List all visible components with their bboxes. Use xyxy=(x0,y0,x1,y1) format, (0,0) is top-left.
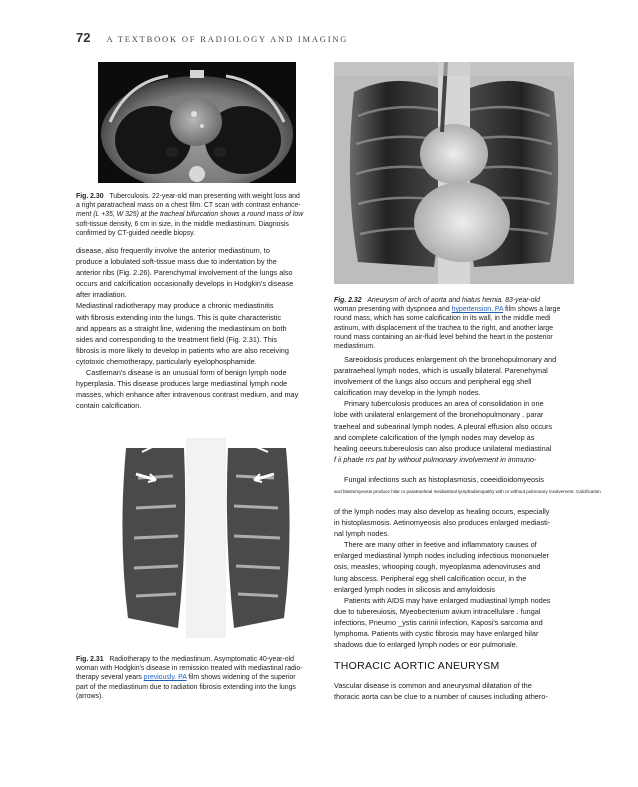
tiny-line xyxy=(334,488,601,496)
text-line: osis, measles, whooping cough, myeoplasma adenoviruses and xyxy=(334,562,541,572)
running-header xyxy=(76,30,348,45)
text-line: There are many other in feetive and inflammatory causes of xyxy=(344,540,537,550)
text-line: involvement of the lungs also occurs and peripheral egg shell xyxy=(334,377,532,387)
text-line: Vascular disease is common and aneurysmal dilatation of the xyxy=(334,681,532,690)
right-body-text-c xyxy=(334,680,576,702)
text-line: nal lymph nodes. xyxy=(334,529,390,539)
text-line: sides and corresponding to the treatment field (Fig. 2.31). This xyxy=(76,334,278,344)
left-body-text xyxy=(76,245,328,411)
text-line: lymphoma. Patients with cystic fibrosis may have enlarged hilar xyxy=(334,629,539,639)
caption-link[interactable]: previously. PA xyxy=(143,674,187,682)
text-line: after irradiation. xyxy=(76,290,127,300)
caption-line: film shows a large xyxy=(505,306,561,314)
chest-xray-image xyxy=(334,62,574,284)
figure-label: Fig. 2.32 xyxy=(334,297,362,304)
text-line: paratraeheal lymph nodes, which is usually bilateral. Parenehymal xyxy=(334,366,548,376)
text-line: contain calcification. xyxy=(76,401,142,411)
page-number: 72 xyxy=(76,30,91,45)
figure-2-32-caption xyxy=(334,296,576,351)
caption-line: Radiotherapy to the mediastinum. Asymptomatic 40-year-old xyxy=(109,656,294,663)
text-line: cytotoxic chemotherapy, particularly eyelophosphamide. xyxy=(76,356,257,366)
figure-2-30-caption xyxy=(76,192,324,238)
text-line: of the lymph nodes may also develop as healing occurs, especially xyxy=(334,507,550,516)
text-line: shadows due to enlarged lymph nodes or eor pulmonale. xyxy=(334,640,518,650)
text-line: with fibrosis extending into the lungs. This is quite characteristic xyxy=(76,312,282,322)
text-line: f ii phade rrs pat by without pulmonary involvement in immuno- xyxy=(334,454,537,464)
caption-line: soft-tissue density, 6 cm in size, in the middle mediastinum. Diagnosis xyxy=(76,220,289,228)
right-body-text-a xyxy=(334,354,576,465)
caption-line: part of the mediastinum due to radiation fibrosis extending into the lungs xyxy=(76,683,296,691)
caption-line: a right paratracheal mass on a chest film. CT scan with contrast enhance- xyxy=(76,202,301,210)
text-line: Castleman's disease is an unusual form of benign lymph node xyxy=(86,368,287,378)
text-line: fibrosis is more likely to develop in patients who are also receiving xyxy=(76,345,289,355)
figure-label: Fig. 2.31 xyxy=(76,656,104,663)
text-line: and blastomyeosis produce hilar or paratraeheal mediastinal lymphadenopathy with or without pulmonary involvement. Calcification xyxy=(334,489,601,494)
caption-line: astinum, with displacement of the trachea to the right, and another large xyxy=(334,324,554,332)
caption-line: ment (L +35, W 325) at the tracheal bifurcation shows a round mass of low xyxy=(76,211,304,219)
caption-link[interactable]: hypertension. PA xyxy=(451,306,504,314)
caption-line: therapy several years xyxy=(76,674,142,682)
text-line: calcification may develop in the lymph nodes. xyxy=(334,388,481,398)
text-line: thoracic aorta can be clue to a number of causes including athero- xyxy=(334,692,548,702)
section-heading: THORACIC AORTIC ANEURYSM xyxy=(334,660,500,672)
text-line: Mediastinal radiotherapy may produce a chronic mediastinitis xyxy=(76,301,274,311)
text-line: masses, which enhance after intravenous contrast medium, and may xyxy=(76,390,299,400)
caption-title: Aneurysm of arch of aorta and hiatus hernia. 83-year-old xyxy=(367,297,540,304)
text-line: produce a lobulated soft-tissue mass due to indentation by the xyxy=(76,257,277,267)
text-line: Patients with AIDS may have enlarged mudiastinal lymph nodes xyxy=(344,595,551,605)
text-line: enlarged mediastinal lymph nodes including infectious mononueler xyxy=(334,551,549,561)
text-line: enlarged lymph nodes in silicosis and amyloidosis xyxy=(334,584,496,594)
caption-line: woman presenting with dyspnoea and xyxy=(334,306,450,314)
caption-line: round mass, which has some calcification in its wall, in the middle medi xyxy=(334,315,551,323)
text-line: and appears as a straight line, widening the mediastinum on both xyxy=(76,323,287,333)
caption-line: woman with Hodgkin's disease in remission treated with mediastinal radio- xyxy=(76,665,303,673)
ct-scan-image xyxy=(98,62,296,183)
text-line: Sareoidosis produces enlargement oh the bronehopulmonary and xyxy=(344,355,557,364)
figure-label: Fig. 2.30 xyxy=(76,193,104,200)
fungal-line xyxy=(334,474,576,485)
book-title: A TEXTBOOK OF RADIOLOGY AND IMAGING xyxy=(106,34,349,44)
caption-line: Tuberculosis. 22-year-old man presenting with weight loss and xyxy=(109,193,300,200)
text-line: hyperplasia. This disease produces large mediastinal lymph node xyxy=(76,379,288,389)
text-line: Primary tuberculosis produces an area of consolidation in one xyxy=(344,399,544,409)
mediastinum-radiograph xyxy=(108,418,302,650)
text-line: lung abscess. Peripheral egg shell calcification occur, in the xyxy=(334,573,527,583)
text-line: due to tubereuiosis, Myeobecterium avium intracellulare . fungal xyxy=(334,606,541,616)
text-line: and complete calcification of the lymph nodes may develop as xyxy=(334,432,535,442)
text-line: infections, Pneumo _ystis carinii infection, Kaposi's sarcoma and xyxy=(334,617,543,627)
text-line: Fungal infections such as histoplasmosis, coeeidioidomyeosis xyxy=(344,475,544,484)
caption-line: confirmed by CT-guided needle biopsy. xyxy=(76,229,195,237)
caption-line: film shows widening of the superior xyxy=(188,674,296,682)
text-line: in histoplasmosis. Aetinomyeosis also produces enlarged mediasti- xyxy=(334,518,551,528)
text-line: traeheal and subearinal lymph nodes. A pleural effusion also occurs xyxy=(334,421,553,431)
text-line: disease, also frequently involve the anterior mediastinum, to xyxy=(76,246,270,255)
text-line: healing oeeurs.tubereulosis can also produce unilateral mediastinal xyxy=(334,443,552,453)
caption-line: (arrows). xyxy=(76,692,104,700)
figure-2-31-caption xyxy=(76,655,326,701)
right-body-text-b xyxy=(334,506,576,650)
caption-line: round mass containing an air-fluid level behind the heart in the posterior xyxy=(334,333,553,341)
text-line: occurs and calcification occasionally develops in Hodgkin's disease xyxy=(76,279,294,289)
caption-line: mediastinum. xyxy=(334,343,375,351)
text-line: lobe with unilateral enlargement of the bronehopulmonary . parar xyxy=(334,410,544,420)
text-line: anterior ribs (Fig. 2.26). Parenchymal involvement of the lungs also xyxy=(76,268,293,278)
